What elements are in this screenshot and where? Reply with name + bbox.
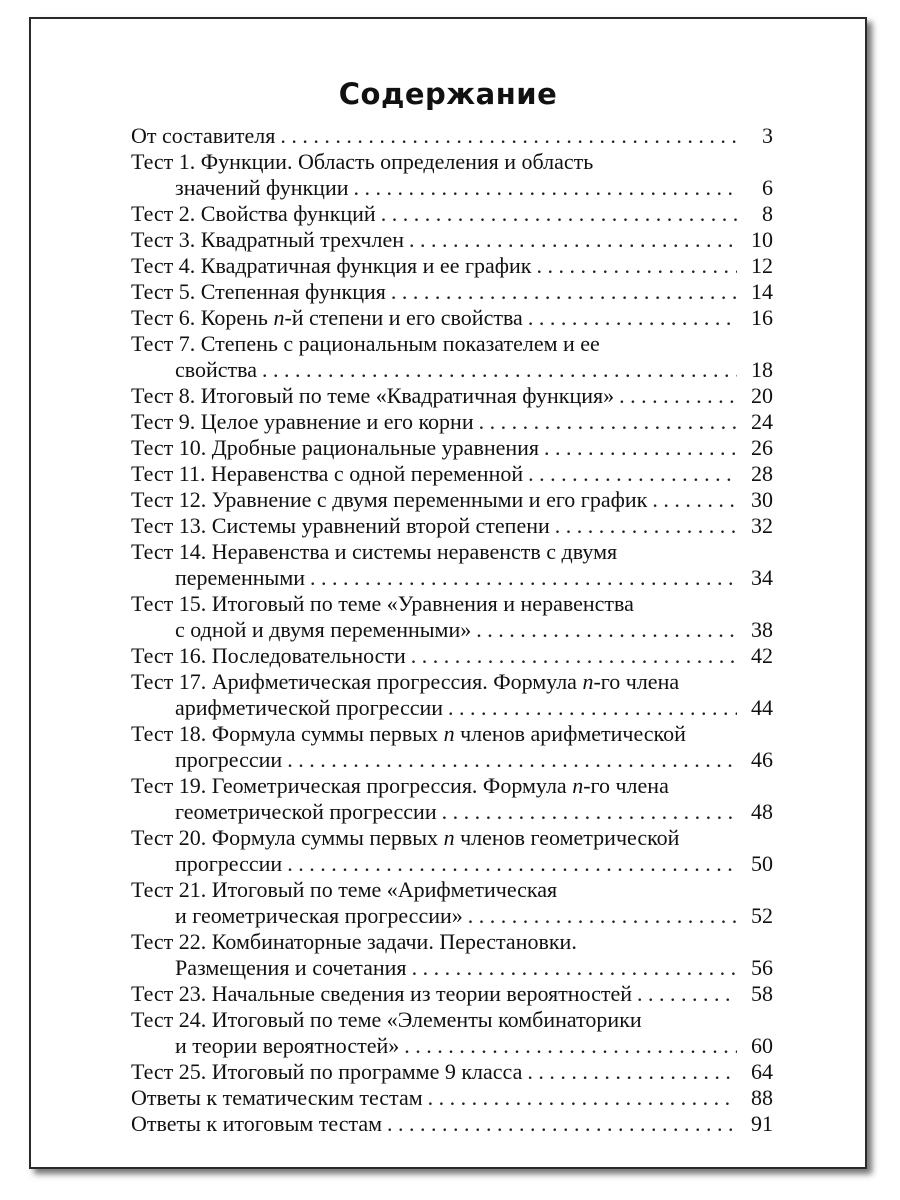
toc-entry-text: арифметической прогрессии bbox=[175, 695, 444, 720]
toc-line bbox=[131, 331, 773, 357]
toc-entry-text: Тест 4. Квадратичная функция и ее график bbox=[131, 253, 532, 278]
toc-page-number: 48 bbox=[751, 799, 773, 824]
toc-entry-text: Тест 12. Уравнение с двумя переменными и его график bbox=[131, 487, 648, 512]
toc-line bbox=[131, 487, 773, 513]
toc-page-number: 28 bbox=[751, 461, 773, 486]
leader-dots bbox=[652, 487, 737, 513]
toc-line bbox=[131, 773, 773, 799]
toc-line bbox=[131, 253, 773, 279]
toc-line bbox=[131, 1059, 773, 1085]
toc-entry-text: Тест 14. Неравенства и системы неравенств с двумя bbox=[131, 539, 618, 564]
toc-page-number: 91 bbox=[751, 1111, 773, 1136]
toc-entry-text: Тест 1. Функции. Область определения и область bbox=[131, 149, 594, 174]
toc-entry bbox=[131, 487, 773, 513]
toc-line bbox=[131, 721, 773, 747]
leader-dots bbox=[555, 513, 737, 539]
leader-dots bbox=[387, 1111, 737, 1137]
toc-line bbox=[131, 435, 773, 461]
toc-line bbox=[131, 929, 773, 955]
toc-line bbox=[131, 1111, 773, 1137]
toc-entry-text: Тест 9. Целое уравнение и его корни bbox=[131, 409, 474, 434]
toc-entry bbox=[131, 981, 773, 1007]
toc-entry-text: значений функции bbox=[175, 175, 349, 200]
toc-page-number: 24 bbox=[751, 409, 773, 434]
toc-page-number: 52 bbox=[751, 903, 773, 928]
toc-entry-text: Размещения и сочетания bbox=[175, 955, 407, 980]
toc-entry-text: свойства bbox=[175, 357, 258, 382]
toc-entry-text: Тест 7. Степень с рациональным показателем и ее bbox=[131, 331, 600, 356]
toc-entry-text: с одной и двумя переменными» bbox=[175, 617, 472, 642]
leader-dots bbox=[544, 435, 737, 461]
toc-entry-text: Тест 20. Формула суммы первых n членов геометрической bbox=[131, 825, 680, 850]
leader-dots bbox=[468, 903, 737, 929]
toc-page-number: 42 bbox=[751, 643, 773, 668]
leader-dots bbox=[262, 357, 737, 383]
toc-page-number: 34 bbox=[751, 565, 773, 590]
leader-dots bbox=[412, 955, 737, 981]
toc-line bbox=[131, 149, 773, 175]
toc-line bbox=[131, 1007, 773, 1033]
leader-dots bbox=[381, 201, 737, 227]
toc-page-number: 38 bbox=[751, 617, 773, 642]
toc-entry bbox=[131, 1007, 773, 1059]
toc-entry bbox=[131, 669, 773, 721]
toc-line bbox=[131, 1085, 773, 1111]
leader-dots bbox=[528, 461, 737, 487]
toc-entry bbox=[131, 1085, 773, 1111]
toc-line bbox=[131, 903, 773, 929]
toc-line bbox=[131, 279, 773, 305]
toc-entry bbox=[131, 825, 773, 877]
toc-line bbox=[131, 305, 773, 331]
toc-entry-text: Тест 15. Итоговый по теме «Уравнения и неравенства bbox=[131, 591, 634, 616]
toc-entry-text: Тест 23. Начальные сведения из теории вероятностей bbox=[131, 981, 633, 1006]
toc-entry bbox=[131, 123, 773, 149]
toc-entry-text: Тест 10. Дробные рациональные уравнения bbox=[131, 435, 540, 460]
toc-entry-text: Тест 5. Степенная функция bbox=[131, 279, 386, 304]
toc-page-number: 8 bbox=[762, 201, 773, 226]
toc-line bbox=[131, 955, 773, 981]
toc-page-number: 60 bbox=[751, 1033, 773, 1058]
toc-page-number: 10 bbox=[751, 227, 773, 252]
toc-entry-text: Тест 17. Арифметическая прогрессия. Формула n-го члена bbox=[131, 669, 680, 694]
toc-page-number: 16 bbox=[751, 305, 773, 330]
table-of-contents bbox=[131, 123, 773, 1137]
leader-dots bbox=[536, 253, 737, 279]
leader-dots bbox=[476, 617, 737, 643]
leader-dots bbox=[619, 383, 737, 409]
leader-dots bbox=[527, 1059, 737, 1085]
leader-dots bbox=[637, 981, 737, 1007]
toc-entry-text: От составителя bbox=[131, 123, 276, 148]
toc-entry bbox=[131, 227, 773, 253]
toc-entry-text: Тест 11. Неравенства с одной переменной bbox=[131, 461, 524, 486]
toc-entry bbox=[131, 149, 773, 201]
toc-entry bbox=[131, 461, 773, 487]
toc-page-number: 88 bbox=[751, 1085, 773, 1110]
toc-entry-text: Тест 18. Формула суммы первых n членов арифметической bbox=[131, 721, 686, 746]
toc-page-number: 3 bbox=[762, 123, 773, 148]
leader-dots bbox=[442, 799, 737, 825]
leader-dots bbox=[428, 1085, 737, 1111]
toc-line bbox=[131, 825, 773, 851]
toc-line bbox=[131, 123, 773, 149]
toc-page-number: 64 bbox=[751, 1059, 773, 1084]
leader-dots bbox=[409, 227, 737, 253]
toc-entry bbox=[131, 435, 773, 461]
toc-line bbox=[131, 669, 773, 695]
toc-entry bbox=[131, 1059, 773, 1085]
toc-entry bbox=[131, 591, 773, 643]
toc-page-number: 12 bbox=[751, 253, 773, 278]
toc-entry-text: Тест 16. Последовательности bbox=[131, 643, 406, 668]
document-page bbox=[29, 17, 867, 1169]
toc-entry bbox=[131, 409, 773, 435]
toc-entry-text: Тест 22. Комбинаторные задачи. Перестановки. bbox=[131, 929, 577, 954]
toc-entry bbox=[131, 305, 773, 331]
toc-entry-text: Тест 24. Итоговый по теме «Элементы комбинаторики bbox=[131, 1007, 642, 1032]
leader-dots bbox=[448, 695, 737, 721]
page-title: Содержание bbox=[338, 77, 558, 111]
toc-page-number: 14 bbox=[751, 279, 773, 304]
leader-dots bbox=[411, 643, 737, 669]
toc-page-number: 6 bbox=[762, 175, 773, 200]
toc-entry-text: Тест 21. Итоговый по теме «Арифметическая bbox=[131, 877, 558, 902]
leader-dots bbox=[479, 409, 737, 435]
leader-dots bbox=[404, 1033, 737, 1059]
toc-line bbox=[131, 201, 773, 227]
toc-line bbox=[131, 565, 773, 591]
toc-line bbox=[131, 877, 773, 903]
toc-entry-text: Тест 25. Итоговый по программе 9 класса bbox=[131, 1059, 523, 1084]
toc-entry-text: Ответы к итоговым тестам bbox=[131, 1111, 383, 1136]
toc-line bbox=[131, 799, 773, 825]
toc-entry-text: Тест 3. Квадратный трехчлен bbox=[131, 227, 405, 252]
toc-page-number: 44 bbox=[751, 695, 773, 720]
toc-entry bbox=[131, 201, 773, 227]
toc-entry bbox=[131, 721, 773, 773]
toc-entry bbox=[131, 331, 773, 383]
toc-entry bbox=[131, 773, 773, 825]
leader-dots bbox=[287, 747, 737, 773]
toc-entry-text: Тест 2. Свойства функций bbox=[131, 201, 376, 226]
toc-entry bbox=[131, 513, 773, 539]
toc-page-number: 18 bbox=[751, 357, 773, 382]
toc-page-number: 46 bbox=[751, 747, 773, 772]
toc-page-number: 50 bbox=[751, 851, 773, 876]
toc-page-number: 30 bbox=[751, 487, 773, 512]
toc-line bbox=[131, 461, 773, 487]
leader-dots bbox=[391, 279, 737, 305]
toc-line bbox=[131, 227, 773, 253]
toc-entry-text: геометрической прогрессии bbox=[175, 799, 437, 824]
toc-entry bbox=[131, 383, 773, 409]
toc-entry-text: Тест 13. Системы уравнений второй степени bbox=[131, 513, 550, 538]
leader-dots bbox=[310, 565, 737, 591]
leader-dots bbox=[528, 305, 737, 331]
toc-entry-text: переменными bbox=[175, 565, 306, 590]
toc-line bbox=[131, 409, 773, 435]
toc-entry-text: и геометрическая прогрессии» bbox=[175, 903, 463, 928]
leader-dots bbox=[280, 123, 737, 149]
toc-line bbox=[131, 1033, 773, 1059]
toc-line bbox=[131, 539, 773, 565]
toc-entry bbox=[131, 253, 773, 279]
toc-entry-text: Ответы к тематическим тестам bbox=[131, 1085, 423, 1110]
toc-line bbox=[131, 591, 773, 617]
toc-entry-text: прогрессии bbox=[175, 851, 283, 876]
toc-entry-text: Тест 6. Корень n-й степени и его свойства bbox=[131, 305, 523, 330]
toc-page-number: 56 bbox=[751, 955, 773, 980]
toc-line bbox=[131, 357, 773, 383]
toc-line bbox=[131, 981, 773, 1007]
toc-entry bbox=[131, 1111, 773, 1137]
toc-line bbox=[131, 747, 773, 773]
toc-entry-text: Тест 8. Итоговый по теме «Квадратичная функция» bbox=[131, 383, 615, 408]
toc-entry bbox=[131, 929, 773, 981]
toc-line bbox=[131, 851, 773, 877]
toc-line bbox=[131, 175, 773, 201]
toc-line bbox=[131, 383, 773, 409]
toc-entry bbox=[131, 279, 773, 305]
toc-entry-text: прогрессии bbox=[175, 747, 283, 772]
toc-entry-text: и теории вероятностей» bbox=[175, 1033, 400, 1058]
toc-line bbox=[131, 695, 773, 721]
toc-line bbox=[131, 513, 773, 539]
toc-entry bbox=[131, 643, 773, 669]
toc-line bbox=[131, 643, 773, 669]
leader-dots bbox=[287, 851, 737, 877]
toc-line bbox=[131, 617, 773, 643]
toc-page-number: 32 bbox=[751, 513, 773, 538]
toc-entry-text: Тест 19. Геометрическая прогрессия. Формула n-го члена bbox=[131, 773, 669, 798]
toc-entry bbox=[131, 539, 773, 591]
toc-page-number: 20 bbox=[751, 383, 773, 408]
toc-page-number: 26 bbox=[751, 435, 773, 460]
leader-dots bbox=[354, 175, 738, 201]
toc-entry bbox=[131, 877, 773, 929]
toc-page-number: 58 bbox=[751, 981, 773, 1006]
